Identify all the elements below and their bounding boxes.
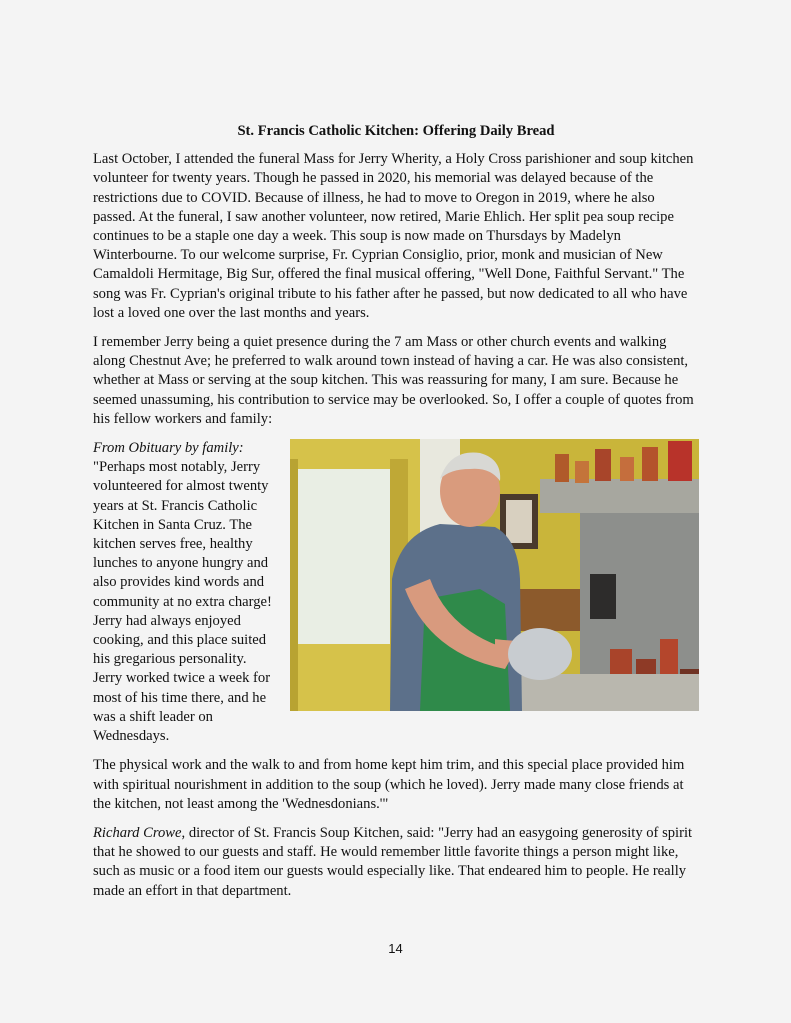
- crowe-quote-text: , director of St. Francis Soup Kitchen, said: "Jerry had an easygoing generosity of spirit that he showed to our guests and staff. He would remember little favorite things a person might like, such as music or a food item our guests would especially like. That endeared him to people. He really made an effort in that department.: [93, 824, 693, 899]
- paragraph-physical-work: The physical work and the walk to and from home kept him trim, and this special place provided him with spiritual nourishment in addition to the soup (which he loved). Jerry made many close friends at the kitchen, not least among the 'Wednesdonians.'": [93, 757, 685, 812]
- obituary-quote: "Perhaps most notably, Jerry volunteered for almost twenty years at St. Francis Catholic Kitchen in Santa Cruz. The kitchen serves free, healthy lunches to anyone hungry and also provides kind words and community at no extra charge! Jerry had always enjoyed cooking, and this place suited his gregarious personality. Jerry worked twice a week for most of his time there, and he was a shift leader on Wednesdays.: [93, 459, 272, 745]
- article-body: [93, 122, 699, 911]
- photo-illustration: [290, 439, 699, 711]
- crowe-name: Richard Crowe: [93, 824, 182, 841]
- paragraph-remember: I remember Jerry being a quiet presence during the 7 am Mass or other church events and walking along Chestnut Ave; he preferred to walk around town instead of having a car. He was also consistent, whether at Mass or serving at the soup kitchen. This was reassuring for many, I am sure. Because he seemed unassuming, his contribution to service may be overlooked. So, I offer a couple of quotes from his fellow workers and family:: [93, 334, 694, 427]
- obituary-section: [93, 439, 699, 746]
- article-title: St. Francis Catholic Kitchen: Offering Daily Bread: [237, 123, 555, 139]
- paragraph-crowe-quote: [93, 824, 699, 901]
- obituary-label: From Obituary by family:: [93, 440, 244, 457]
- paragraph-funeral: Last October, I attended the funeral Mass for Jerry Wherity, a Holy Cross parishioner and soup kitchen volunteer for twenty years. Though he passed in 2020, his memorial was delayed because of the restrictions due to COVID. Because of illness, he had to move to Oregon in 2019, where he also passed. At the funeral, I saw another volunteer, now retired, Marie Ehlich. Her split pea soup recipe continues to be a staple one day a week. This soup is now made on Thursdays by Madelyn Winterbourne. To our welcome surprise, Fr. Cyprian Consiglio, prior, monk and musician of New Camaldoli Hermitage, Big Sur, offered the final musical offering, "Well Done, Faithful Servant." The song was Fr. Cyprian's original tribute to his father after he passed, but now dedicated to all who have lost a loved one over the last months and years.: [93, 151, 694, 321]
- kitchen-photo: [290, 439, 699, 711]
- page-number: 14: [388, 941, 403, 956]
